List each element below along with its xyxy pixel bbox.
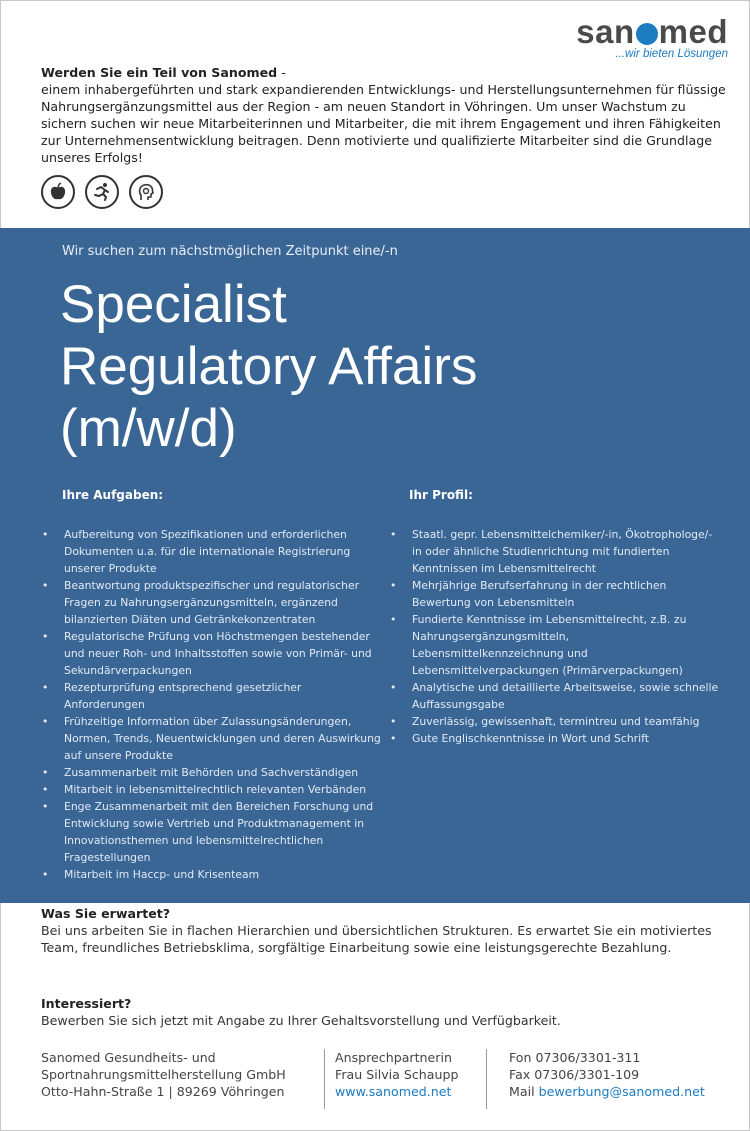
interested-heading: Interessiert? xyxy=(41,996,132,1011)
logo-tagline: ...wir bieten Lösungen xyxy=(615,48,728,60)
expect-text: Bei uns arbeiten Sie in flachen Hierarchien und übersichtlichen Strukturen. Es erwartet Sie ein motiviertes Team, freundliches Betriebsklima, sorgfältige Einarbeitung sowie eine leistungsgerechte Bezahlung. xyxy=(41,923,712,955)
intro-heading: Werden Sie ein Teil von Sanomed xyxy=(41,65,278,80)
contact-numbers xyxy=(509,1049,705,1100)
band-subtitle: Wir suchen zum nächstmöglichen Zeitpunkt eine/-n xyxy=(62,244,398,259)
interested-text: Bewerben Sie sich jetzt mit Angabe zu Ihrer Gehaltsvorstellung und Verfügbarkeit. xyxy=(41,1013,561,1028)
email-link[interactable]: bewerbung@sanomed.net xyxy=(538,1084,705,1099)
tasks-list xyxy=(42,526,382,883)
company-name-line-2: Sportnahrungsmittelherstellung GmbH xyxy=(41,1067,286,1082)
list-item: • Staatl. gepr. Lebensmittelchemiker/-in, Ökotrophologe/-in oder ähnliche Studienrichtung mit fundierten Kenntnissen im Lebensmittelrecht xyxy=(390,526,720,577)
phone-number: Fon 07306/3301-311 xyxy=(509,1050,641,1065)
list-item: • Zusammenarbeit mit Behörden und Sachverständigen xyxy=(42,764,382,781)
company-address xyxy=(41,1049,286,1100)
tasks-heading: Ihre Aufgaben: xyxy=(62,488,164,502)
footer-divider xyxy=(486,1049,487,1109)
logo-wordmark: san med xyxy=(576,13,728,50)
list-item: • Rezepturprüfung entsprechend gesetzlicher Anforderungen xyxy=(42,679,382,713)
list-item: • Enge Zusammenarbeit mit den Bereichen Forschung und Entwicklung sowie Vertrieb und Produktmanagement in Innovationsthemen und lebensmittelrechtlichen Fragestellungen xyxy=(42,798,382,866)
list-item: • Zuverlässig, gewissenhaft, termintreu und teamfähig xyxy=(390,713,720,730)
contact-name: Frau Silvia Schaupp xyxy=(335,1067,459,1082)
job-title-line-1: Specialist xyxy=(60,275,287,334)
intro-text: einem inhabergeführten und stark expandierenden Entwicklungs- und Herstellungsunternehmen für flüssige Nahrungsergänzungsmittel aus der Region - am neuen Standort in Vöhringen. Um unser Wachstum zu sichern suchen wir neue Mitarbeiterinnen und Mitarbeiter, die mit ihrem Engagement und ihren Fähigkeiten zur Unternehmensentwicklung beitragen. Denn motivierte und qualifizierte Mitarbeiter sind die Grundlage unseres Erfolgs! xyxy=(41,82,726,165)
job-title-line-3: (m/w/d) xyxy=(60,399,237,458)
fax-number: Fax 07306/3301-109 xyxy=(509,1067,640,1082)
profile-heading: Ihr Profil: xyxy=(409,488,473,502)
job-title-line-2: Regulatory Affairs xyxy=(60,337,478,396)
list-item: • Analytische und detaillierte Arbeitsweise, sowie schnelle Auffassungsgabe xyxy=(390,679,720,713)
profile-list xyxy=(390,526,720,747)
logo-dot-icon xyxy=(636,23,658,45)
interested-section xyxy=(41,995,721,1029)
mail-label: Mail xyxy=(509,1084,539,1099)
list-item: • Fundierte Kenntnisse im Lebensmittelrecht, z.B. zu Nahrungsergänzungsmitteln, Lebensmittelkennzeichnung und Lebensmittelverpackungen (Primärverpackungen) xyxy=(390,611,720,679)
website-link[interactable]: www.sanomed.net xyxy=(335,1084,452,1099)
company-address-line: Otto-Hahn-Straße 1 | 89269 Vöhringen xyxy=(41,1084,285,1099)
job-band xyxy=(0,228,750,903)
mail-line xyxy=(509,1083,705,1100)
list-item: • Frühzeitige Information über Zulassungsänderungen, Normen, Trends, Neuentwicklungen und deren Auswirkung auf unsere Produkte xyxy=(42,713,382,764)
runner-icon xyxy=(85,175,119,209)
apple-icon xyxy=(41,175,75,209)
company-name-line-1: Sanomed Gesundheits- und xyxy=(41,1050,216,1065)
list-item: • Mehrjährige Berufserfahrung in der rechtlichen Bewertung von Lebensmitteln xyxy=(390,577,720,611)
list-item: • Beantwortung produktspezifischer und regulatorischer Fragen zu Nahrungsergänzungsmitteln, ergänzend bilanzierten Diäten und Getränkekonzentraten xyxy=(42,577,382,628)
contact-person xyxy=(335,1049,458,1100)
expect-heading: Was Sie erwartet? xyxy=(41,906,171,921)
sanomed-logo xyxy=(576,14,728,60)
list-item: • Mitarbeit in lebensmittelrechtlich relevanten Verbänden xyxy=(42,781,382,798)
list-item: • Aufbereitung von Spezifikationen und erforderlichen Dokumenten u.a. für die internationale Registrierung unserer Produkte xyxy=(42,526,382,577)
expect-section xyxy=(41,905,721,956)
benefit-icons xyxy=(41,175,163,209)
intro-heading-suffix: - xyxy=(277,65,286,80)
list-item: • Mitarbeit im Haccp- und Krisenteam xyxy=(42,866,382,883)
list-item: • Gute Englischkenntnisse in Wort und Schrift xyxy=(390,730,720,747)
contact-label: Ansprechpartnerin xyxy=(335,1050,452,1065)
head-icon xyxy=(129,175,163,209)
job-title xyxy=(60,274,477,460)
intro-section xyxy=(41,64,731,166)
footer-divider xyxy=(324,1049,325,1109)
list-item: • Regulatorische Prüfung von Höchstmengen bestehender und neuer Roh- und Inhaltsstoffen sowie von Primär- und Sekundärverpackungen xyxy=(42,628,382,679)
